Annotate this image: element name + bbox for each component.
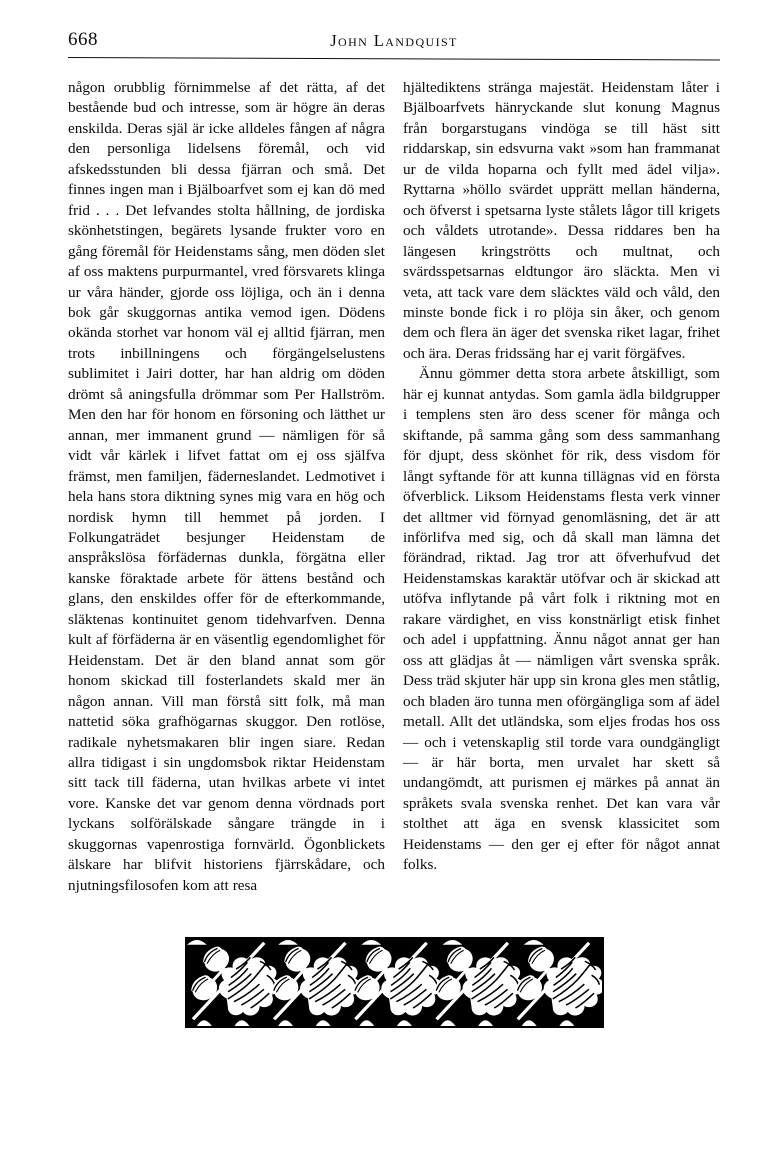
paragraph: någon orubblig förnimmelse af det rätta, af det bestående bud och intresse, som är högre än deras enskilda. Deras själ är icke alldeles fången af några den personliga lidelsens föremål, och vid afskedsstunden bli dessa fjärran och små. Det finnes ingen man i Bjälboarfvet som ej kan dö med frid . . . Det lefvandes stolta hållning, de jordiska skönhetstingen, begärets lysande frukter voro en gång föremål för Heidenstams sång, men döden slet af oss maktens purpurmantel, vred försvarets klinga ur våra händer, gjorde oss löjliga, och än i denna bok går skuggornas antika vemod igen. Dödens okända storhet var honom väl ej alltid fjärran, men trots inbillningens och förgängelselustens sublimitet i Jairi dotter, har han aldrig om döden drömt så aningsfulla drömmar som Per Hallström. Men den har för honom en försoning och lätthet ur annan, mer immanent grund — nämligen för så vidt vår kärlek i lifvet fattat om ej oss själfva främst, men familjen, fäderneslandet. Ledmotivet i hela hans stora diktning synes mig vara en hög och nordisk hymn till hemmet på jorden. I Folkungaträdet besjunger Heidenstam de anspråkslösa förfädernas dunkla, förgätna eller kanske föraktade arbete för ättens bestånd och glans, den enskildes offer för de efterkommande, släktenas kontinuitet genom tidehvarfven. Denna kult af förfäderna är en väsentlig egendomlighet för Heidenstam. Det är den bland annat som gör honom skickad till fosterlandets skald mer än någon annan. Vill man förstå sitt folk, må man nattetid söka grafhögarnas skuggor. Den rotlöse, radikale nyhetsmakaren blir ingen siare. Redan allra tidigast i sin ungdomsbok riktar Heidenstam sitt tack till fäderna, utan hvilkas arbete vi intet vore. Kanske det var genom denna vördnads port lyckans solförälskade sångare trängde in i skuggornas vapenrostiga fornvärld. Ögonblickets älskare har blifvit historiens fjärrskådare, och njutningsfilosofen kom att resa <box>68 79 385 894</box>
column-right <box>403 78 720 876</box>
column-left <box>68 78 385 896</box>
decorative-ornament <box>185 937 604 1028</box>
running-head <box>68 28 720 54</box>
running-title: John Landquist <box>330 31 458 50</box>
paragraph: hjältediktens stränga majestät. Heidenstam låter i Bjälboarfvets hänryckande slut konung Magnus från borgarstugans vindöga se till häst sitt riddarskap, sin edsvurna vakt »som han frammanat ur de vilda hoparna och fyllt med ädel vilja». Ryttarna »höllo svärdet upprätt mellan händerna, och öfverst i spetsarna lyste stålets lågor till krigets och våldets utrotande». Dessa riddares ben ha längesen kringströtts och multnat, och svärdsspetsarnas eldtungor äro släckta. Men vi veta, att tack vare dem släcktes väld och våld, den minste bonde fick i ro plöja sin åker, och genom dem och flera än äger det svenska riket lagar, frihet och ära. Deras fridssäng har ej varit förgäfves. <box>403 79 720 362</box>
paragraph: Ännu gömmer detta stora arbete åtskilligt, som här ej kunnat antydas. Som gamla ädla bildgrupper i templens sten äro dess scener för många och skiftande, på samma gång som dess sammanhang för djupt, dess skönhet för rik, dess visdom för långt syftande för att kunna tillägnas vid en första öfverblick. Liksom Heidenstams flesta verk vinner det alltmer vid förnyad genomläsning, det är att införlifva med sig, och då skall man lämna det förändrad, riktad. Jag tror att öfverhufvud det Heidenstamskas karaktär utöfvar och är skickad att utöfva inflytande på vårt folk i riktning mot en rakare värdighet, en viss konstnärligt etisk finhet och adel i uppfattning. Ännu något annat ger han oss att glädjas åt — nämligen vårt svenska språk. Dess träd skjuter här upp sin krona gles men ståtlig, och bladen äro tunna men oförgängliga som af ädel metall. Allt det utländska, som eljes frodas hos oss — och i vetenskaplig stil torde vara oundgängligt — är här borta, men urvalet har skett så undangömdt, att purismen ej märkes på annat än språkets svala svenska renhet. Det kan vara vår stolthet att äga en svensk klassicitet som Heidenstams — den ger ej efter för något annat folks. <box>403 365 720 874</box>
page-number: 668 <box>68 29 98 50</box>
oak-leaf-acorn-band-icon <box>187 939 602 1026</box>
header-rule <box>68 57 720 61</box>
